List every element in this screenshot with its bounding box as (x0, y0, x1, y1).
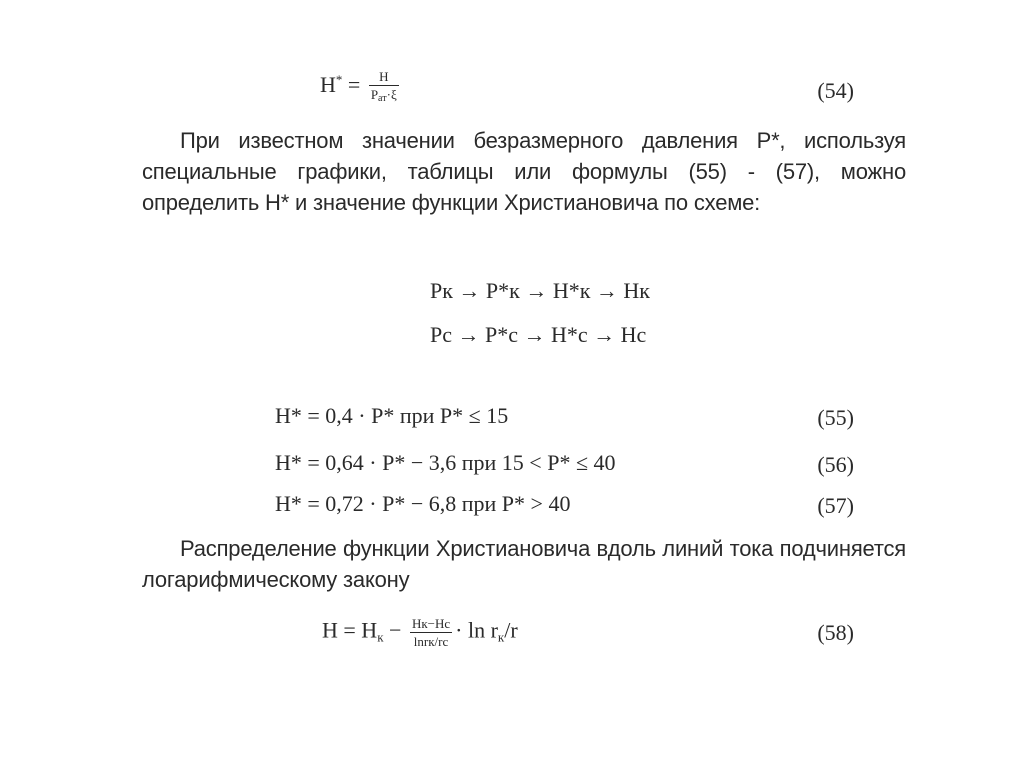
eq58-lhs-sub: к (377, 629, 384, 645)
scheme-line-2: Pс → P*с → H*с → Hс (430, 322, 647, 347)
equation-number-56: (56) (817, 452, 854, 477)
paragraph-1 (142, 125, 906, 218)
scheme-line-1: Pк → P*к → H*к → Hк (430, 278, 650, 303)
eq54-den-sub: ат (378, 93, 387, 104)
equation-number-57: (57) (817, 493, 854, 518)
paragraph-2 (142, 533, 906, 595)
equation-number-58: (58) (817, 620, 854, 645)
eq58-lhs: H = H (322, 617, 378, 643)
eq54-lhs: H (320, 72, 336, 98)
eq58-rest: · ln r (455, 617, 498, 643)
eq54-numerator: H (379, 69, 389, 84)
equation-54 (320, 70, 402, 104)
equation-58 (322, 617, 518, 648)
eq58-fraction (410, 617, 452, 648)
paragraph-1-text: При известном значении безразмерного давления P*, используя специальные графики, таблицы или формулы (55) - (57), можно определить H* и значение функции Христиановича по схеме: (142, 128, 906, 215)
eq58-rest-sub: к (497, 629, 505, 645)
equation-number-55: (55) (817, 405, 854, 430)
eq58-rest-tail: /r (504, 617, 518, 643)
eq54-sup: * (335, 72, 343, 88)
eq58-minus: − (383, 617, 407, 643)
equation-55: H* = 0,4 · P* при P* ≤ 15 (275, 403, 509, 428)
paragraph-2-text: Распределение функции Христиановича вдоль линий тока подчиняется логарифмическому закону (142, 536, 906, 592)
eq54-equals: = (342, 72, 366, 98)
eq54-fraction (369, 70, 399, 104)
eq54-denominator (369, 85, 399, 104)
equation-number-54: (54) (817, 78, 854, 103)
equation-57: H* = 0,72 · P* − 6,8 при P* > 40 (275, 491, 571, 516)
eq58-numerator: Hк−Hс (411, 616, 451, 631)
eq54-den-main: P (370, 87, 379, 102)
eq54-den-rest: ·ξ (386, 87, 397, 102)
eq58-denominator: lnrк/rс (410, 632, 452, 648)
equation-56: H* = 0,64 · P* − 3,6 при 15 < P* ≤ 40 (275, 450, 616, 475)
